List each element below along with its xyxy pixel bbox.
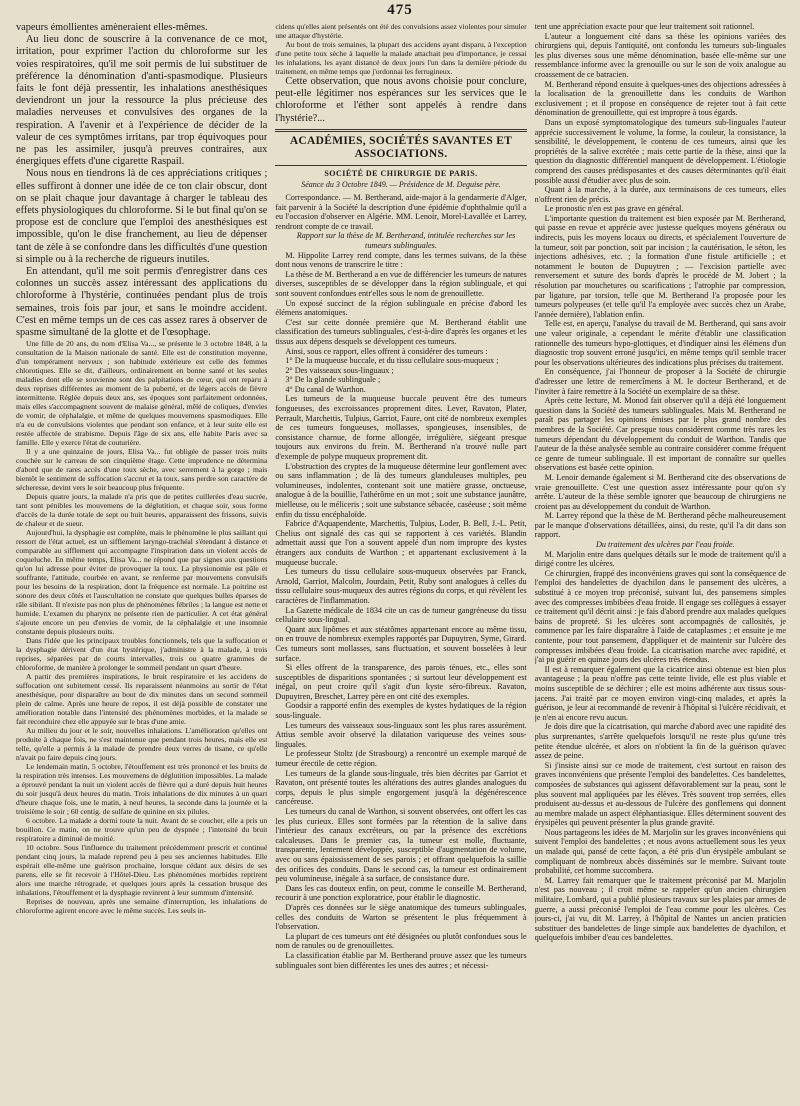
paragraph: Quant aux lipômes et aux stéatômes appartenant encore au même tissu, on en trouve de nombreux exemples rapportés par Dupuytren, Syme, Girard. Ces tumeurs sont mollasses, sans fluctuation, et souvent bosselées à leur surface. (275, 624, 527, 663)
case-paragraph: Depuis quatre jours, la malade n'a pris que de petites cuillerées d'eau sucrée, tant sont pénibles les mouvemens de la déglutition, et chaque soir, sous forme d'accès de la durée totale de sept ou huit heures, apparaissent des frissons, suivis de chaleur et de sueur. (16, 492, 268, 529)
paragraph: La classification établie par M. Bertherand prouve assez que les tumeurs sublinguales sont bien différentes les unes des autres ; et nécessi- (275, 950, 527, 970)
paragraph: La Gazette médicale de 1834 cite un cas de tumeur gangréneuse du tissu cellulaire sous-lingual. (275, 605, 527, 625)
list-item: 1° De la muqueuse buccale, et du tissu cellulaire sous-muqueux ; (285, 356, 499, 366)
section-divider (275, 165, 526, 166)
paragraph: L'obstruction des cryptes de la muqueuse détermine leur gonflement avec ou sans inflammation ; de là des tumeurs glanduleuses multiples, peu volumineuses, indolentes, contenant soit une matière grasse, onctueuse, analogue à de la bouillie, l'athérôme en un mot ; soit une substance jaunâtre, mielleuse, ou le méliceris ; soit une substance sébacée, caséeuse ; soit même enfin du tissu encéphaloïde. (275, 461, 527, 519)
subsection-title: Du traitement des ulcères par l'eau froide. (595, 540, 735, 550)
paragraph: Fabrice d'Aquapendente, Marchettis, Tulpius, Loder, B. Bell, J.-L. Petit, Chelius ont signalé des cas qui se rapportent à ces variétés. Blandin admettait aussi que l'on a souvent appelé d'un nom impropre des kystes étrangers aux conduits de Warthon ; et appartenant exclusivement à la muqueuse buccale. (275, 519, 527, 567)
paragraph: M. Hippolite Larrey rend compte, dans les termes suivans, de la thèse dont nous venons de transcrire le titre : (275, 250, 527, 270)
paragraph: Cette observation, que nous avons choisie pour conclure, peut-elle légitimer nos espérances sur les services que le chloroforme et l'éther sont appelés à rendre dans l'hystérie?... (275, 76, 527, 124)
paragraph: En conséquence, j'ai l'honneur de proposer à la Société de chirurgie d'adresser une lettre de remercîmens à M. le docteur Bertherand, et de l'inviter à faire remettre à la Société un exemplaire de sa thèse. (534, 367, 786, 396)
paragraph: Dans un exposé symptomatologique des tumeurs sub-linguales l'auteur apprécie successivement le volume, la forme, la couleur, la consistance, la sensibilité, le développement, le contenu de ces tumeurs, ainsi que les propriétés de la salive excrétée ; mais cette partie de la thèse, ainsi que la question du diagnostic différentiel manquent de développement. L'étiologie comprend des causes prédisposantes et des causes déterminantes qu'il était possible aussi d'étudier avec plus de soin. (534, 117, 786, 185)
case-paragraph: 6 octobre. La malade a dormi toute la nuit. Avant de se coucher, elle a pris un bouillon. Ce matin, on ne trouve qu'un peu de dyspnée ; l'intensité du bruit respiratoire a diminué de moitié. (16, 816, 268, 844)
paragraph: Si elles offrent de la transparence, des parois ténues, etc., elles sont susceptibles de disparitions spontanées ; si surtout leur développement est inégal, on peut croire qu'il s'agit d'un kyste séro-fibreux. Ravaton, Dupuytren, Breschet, Larrey père en ont cité des exemples. (275, 663, 527, 701)
paragraph: Ainsi, sous ce rapport, elles offrent à considérer des tumeurs : (285, 346, 488, 356)
list-item: 4° Du canal de Warthon. (285, 384, 366, 394)
list-item: 3° De la glande sublinguale ; (285, 375, 381, 385)
report-title: Rapport sur la thèse de M. Bertherand, intitulée recherches sur les tumeurs sublinguales. (296, 231, 516, 250)
paragraph: Correspondance. — M. Bertherand, aide-major à la gendarmerie d'Alger, fait parvenir à la Société la description d'une épidémie d'ophthalmie qu'il a eu l'occasion d'observer en Algérie. MM. Lenoir, Morel-Lavallée et Larrey, rendront compte de ce travail. (275, 193, 527, 231)
section-title: ACADÉMIES, SOCIÉTÉS SAVANTES ET ASSOCIATIONS. (289, 134, 513, 160)
paragraph: Les tumeurs de la glande sous-linguale, très bien décrites par Garriot et Ravaton, ont présenté toutes les altérations des autres glandes analogues du corps, depuis le plus simple engorgement jusqu'à la dégénérescence cancéreuse. (275, 768, 527, 807)
case-paragraph: Le lendemain matin, 5 octobre, l'étouffement est très prononcé et les bruits de la respiration très intenses. Les mouvemens de déglutition impossibles. La malade a éprouvé pendant la nuit un violent accès de fièvre qui a duré depuis huit heures du soir jusqu'à deux heures du matin. Trois inhalations de dix minutes à un quart d'heure chaque fois, une le matin, à neuf heures, la seconde dans la journée et la troisième le soir ; 60 centig. de sulfate de quinine en six pilules. (16, 762, 268, 817)
paragraph: tent une appréciation exacte pour que leur traitement soit rationnel. (534, 22, 755, 31)
paragraph: Le professeur Stoltz (de Strasbourg) a rencontré un exemple marqué de tumeur érectile de cette région. (275, 749, 527, 769)
paragraph: Au lieu donc de souscrire à la convenance de ce mot, irritation, pour exprimer l'action du chloroforme sur les voies respiratoires, qu'il me soit permis de lui substituer de préférence la dénomination d'anti-spasmodique. Plusieurs faits le font déjà pressentir, les inhalations anesthésiques deviendront un jour la ressource la plus précieuse des maladies nerveuses et convulsives des organes de la respiration. A l'avenir et à l'expérience de décider de la valeur de ces symptômes irritans, par trop équivoques pour ne pas les assimiler, jusqu'à preuves contraires, aux énergiques effets d'une cigarette Raspail. (16, 34, 268, 168)
columns (16, 22, 786, 1102)
paragraph: La plupart de ces tumeurs ont été désignées ou plutôt confondues sous le nom de ranules ou de grenouillettes. (275, 931, 527, 951)
paragraph: M. Lenoir demande également si M. Bertherand cite des observations de vraie grenouillette. C'est une question assez intéressante pour qu'on s'y arrête. L'auteur de la thèse semble ignorer que beaucoup de chirurgiens ne croient pas au développement du conduit de Warthon. (534, 472, 786, 511)
paragraph: Si j'insiste ainsi sur ce mode de traitement, c'est surtout en raison des graves inconvéniens que présente l'emploi des bandelettes. Ces bandelettes, composées de substances qui agissent défavorablement sur la peau, sont le plus souvent mal appliquées par les élèves. Très souvent trop serrées, elles produisent au-dessus et au-dessous de l'ulcère des gonflemens qui donnent au membre malade un aspect éléphantiasique. Elles déterminent souvent des érysipèles qui peuvent présenter la plus grande gravité. (534, 760, 786, 828)
paragraph: L'importante question du traitement est bien exposée par M. Bertherand, qui passe en revue et apprécie avec justesse quelques moyens généraux ou indirects, puis les moyens locaux ou directs, et spécialement l'ouverture de la tumeur, soit par ponction, soit par incision ; la cautérisation, le séton, les injections adhésives, etc. ; la formation d'une fistule artificielle ; et notamment le bouton de Dupuytren ; — l'excision partielle avec renversement et suture des bords d'après le procédé de M. Jobert ; la résolution par mouchetures ou scarifications ; l'atrophie par compression, par ligature, par torsion, telle que M. Bertherand l'a proposée pour les tumeurs polypeuses (et telle qu'il l'a employée avec succès chez un Arabe, l'année dernière), l'ablation enfin. (534, 213, 786, 319)
case-paragraph: Au milieu du jour et le soir, nouvelles inhalations. L'amélioration qu'elles ont produite à chaque fois, ne s'est maintenue que pendant trois heures, mais elle est telle, qu'elle a permis à la malade de prendre deux verres de tisane, ce qu'elle n'avait pu faire depuis cinq jours. (16, 726, 268, 763)
paragraph: Je dois dire que la cicatrisation, qui marche d'abord avec une rapidité des plus surprenantes, s'arrête quelquefois lorsqu'il ne reste plus qu'une très petite étendue ulcérée, et alors on n'obtient la fin de la guérison qu'avec assez de peine. (534, 722, 786, 761)
paragraph: En attendant, qu'il me soit permis d'enregistrer dans ces colonnes un succès assez intéressant des applications du chloroforme à l'hystérie, continuées pendant plus de trois semaines, trois fois par jour, et sans le moindre accident. C'est en même temps un de ces cas assez rares à observer de spasme simultané de la glotte et de l'œsophage. (16, 266, 268, 339)
case-paragraph: 10 octobre. Sous l'influence du traitement précédemment prescrit et continué pendant cinq jours, la malade reprend peu à peu ses anciennes habitudes. Elle espérait elle-même une guérison prochaine, lorsque cédant aux désirs de ses parens, elle se fit recevoir à l'Hôtel-Dieu. Les phénomènes morbides reprirent alors une marche rétrograde, et quelques jours après la cessation brusque des inhalations, l'étouffement et la dysphagie revinrent à leur summum d'intensité. (16, 843, 268, 898)
paragraph: D'après ces données sur le siège anatomique des tumeurs sublinguales, celles des conduits de Warton se présentent le plus fréquemment à l'observation. (275, 902, 527, 932)
column-1 (16, 22, 267, 1102)
paragraph: Quant à la marche, à la durée, aux terminaisons de ces tumeurs, elles n'offrent rien de précis. (534, 185, 786, 204)
paragraph: La thèse de M. Bertherand a en vue de différencier les tumeurs de natures diverses, susceptibles de se développer dans la région sublinguale, et qui sont souvent confondues entr'elles sous le nom de grenouillette. (275, 269, 527, 298)
paragraph: C'est sur cette donnée première que M. Bertherand établit une classification des tumeurs sublinguales, c'est-à-dire d'après les organes et les tissus aux dépens desquels se développent ces tumeurs. (275, 317, 527, 346)
paragraph: Au bout de trois semaines, la plupart des accidens ayant disparu, à l'exception d'une petite toux sèche à laquelle la malade attachait peu d'importance, je cessai les inhalations, les ayant distancé de deux jours l'un dans la dernière période du traitement, en même temps que j'ordonnai les ferrugineux. (275, 40, 527, 76)
paragraph: M. Larrey fait remarquer que le traitement préconisé par M. Marjolin n'est pas nouveau ; il croit même se rappeler qu'un ancien chirurgien militaire, Lombard, qui a publié plusieurs travaux sur les plaies par armes de guerre, a aussi préconisé l'emploi de l'eau comme pour les ulcères. Ces jours-ci, j'ai vu, dit M. Larrey, à l'hôpital de Nantes un ancien praticien substituer des bandelettes de linge simple aux bandelettes de dyachilon, et quelquefois imbiber d'eau ces bandelettes. (534, 875, 786, 943)
case-paragraph: Une fille de 20 ans, du nom d'Elisa Va..., se présente le 3 octobre 1848, à la consultation de la Maison nationale de santé. Elle est de constitution moyenne, d'un tempérament nerveux ; son habitude extérieure est celle des femmes chlorotiques. Elle se dit, d'ailleurs, ordinairement en bonne santé et les seules maladies dont elle se souvienne sont des palpitations de cœur, qui ont reparu à deux reprises différentes au moment de la puberté, et de légers accès de fièvre intermittente. Réglée depuis deux ans, ses époques sont parfaitement ordonnées, mais elles s'accompagnent souvent de malaise général, mêlé de coliques, d'envies de vomir, de céphalalgie, et même de quelques mouvemens spasmodiques. Elle n'a eu de convulsions violentes que pendant son enfance, et à leur suite elle est restée affectée de strabisme. Depuis l'âge de six ans, elle habite Paris avec sa famille. Elle y exerce l'état de couturière. (16, 339, 268, 448)
paragraph: Nous partageons les idées de M. Marjolin sur les graves inconvéniens qui suivent l'emploi des bandelettes ; et nous avons actuellement sous les yeux un malade qui, pansé de cette façon, a été pris d'un érysipèle ambulant se compliquant de nombreux abcès disséminés sur le membre. Suivant toute probabilité, cet homme succombera. (534, 827, 786, 876)
paragraph: M. Larrey répond que la thèse de M. Bertherand pêche malheureusement par le manque d'observations détaillées, ainsi, du reste, qu'il l'a dit dans son rapport. (534, 511, 786, 540)
paragraph: Le pronostic n'en est pas grave en général. (544, 204, 684, 214)
paragraph: M. Bertherand répond ensuite à quelques-unes des objections adressées à la localisation de la grenouillette dans les conduits de Warthon exclusivement ; et il propose en conséquence de rejeter tout à fait cette dénomination de grenouillette, qui est impropre à tous égards. (534, 79, 786, 118)
session-line: Séance du 3 Octobre 1849. — Présidence de M. Deguise père. (301, 180, 501, 190)
paragraph: Après cette lecture, M. Monod fait observer qu'il a déjà été longuement question dans la Société des tumeurs sublinguales. Mais M. Bertherand ne paraît pas partager les opinions émises par le plus grand nombre des membres de la Société. Car presque tous considèrent comme très rares les tumeurs dépendant du développement du conduit de Warthon. Tandis que l'auteur de la thèse analysée semble au contraire considérer comme fréquent ce genre de tumeur sublinguale. Il est important de connaître sur quelles observations est basée cette opinion. (534, 396, 786, 473)
case-paragraph: A partir des premières inspirations, le bruit respiratoire et les accidens de suffocation ont subitement cessé. Ils reparaissent néanmoins au sortir de l'état anesthésique, pour disparaître au bout de dix minutes dans un second sommeil plein de calme. Après une heure de repos, il est déjà possible de constater une amélioration notable dans l'intensité des phénomènes morbides, et la malade se fait reconduire chez elle appuyée sur le bras d'une amie. (16, 672, 268, 727)
paragraph: Les tumeurs du tissu cellulaire sous-muqueux observées par Franck, Arnold, Garriot, Malcolm, Jourdain, Petit, Ruby sont analogues à celles du tissu cellulaire sous-muqueux des autres régions du corps, et qui révèlent les caractères de l'inflammation. (275, 567, 527, 605)
page-number: 475 (387, 2, 413, 18)
paragraph: L'auteur a longuement cité dans sa thèse les opinions variées des chirurgiens qui, depuis l'antiquité, ont confondu les tumeurs sub-linguales les plus diverses sous une même dénomination, basée elle-même sur une ressemblance informe avec la grenouille ou sur le son de voix analogue au croassement de ce batracien. (534, 31, 786, 79)
paragraph: Les tumeurs de la muqueuse buccale peuvent être des tumeurs fongueuses, des excroissances proprement dites. Lever, Ravaton, Plater, Perrault, Marchettis, Tulpius, Garriot, Faure, ont cité de nombreux exemples de ces tumeurs fongueuses, mollasses, spongieuses, insensibles, de consistance charnue, de forme allongée, irrégulière, siégeant presque toujours aux environs du frein. M. Bertherand n'a trouvé nulle part d'exemple de polype muqueux proprement dit. (275, 394, 527, 462)
paragraph: Ce chirurgien, frappé des inconvéniens graves qui sont la conséquence de l'emploi des bandelettes de dyachilon dans le pansement des ulcères, a substitué à ce moyen trop préconisé, suivant lui, des pansemens simples avec des compresses imbibées d'eau froide. Il engage ses collègues à essayer ce traitement qu'il décrit ainsi : je fais d'abord prendre aux malades quelques bains de propreté. Si les ulcères sont accompagnés de callosités, je commence par les faire disparaître à l'aide de cataplasmes ; et ensuite je me contente, pour tout pansement, d'appliquer et de maintenir sur l'ulcère des compresses imbibées d'eau froide. La cicatrisation marche avec rapidité, et j'ai pu guérir en quinze jours des ulcères très étendus. (534, 568, 786, 665)
column-2 (275, 22, 526, 1102)
list-item: 2° Des vaisseaux sous-linguaux ; (285, 365, 394, 375)
society-name: SOCIÉTÉ DE CHIRURGIE DE PARIS. (324, 168, 478, 178)
paragraph: Les tumeurs du canal de Warthon, si souvent observées, ont offert les cas les plus curieux. Elles sont formées par la rétention de la salive dans l'intérieur des canaux excréteurs, ou par la présence des excrétions calcaleuses. Dans le premier cas, la tumeur est molle, fluctuante, transparente, lentement développée, susceptible d'augmentation de volume, avec ou sans épaississement de ses parois ; et offrant quelquefois la saillie des orifices des conduits. Dans le second cas, la tumeur est ordinairement peu volumineuse, inégale à sa surface, de consistance dure. (275, 807, 527, 884)
paragraph: Goodsir a rapporté enfin des exemples de kystes hydatiques de la région sous-linguale. (275, 701, 527, 721)
case-paragraph: Reprises de nouveau, après une semaine d'interruption, les inhalations de chloroforme agirent encore avec le même succès. Les seuls in- (16, 897, 268, 916)
paragraph: Telle est, en aperçu, l'analyse du travail de M. Bertherand, qui sans avoir une valeur originale, a cependant le mérite d'établir une classification rationnelle des tumeurs hypo-glottiques, et d'indiquer ainsi les élémens d'un diagnostic trop souvent erroné jusqu'ici, en même temps qu'il semble tracer pour les observations ultérieures des indications plus précises du traitement. (534, 319, 786, 367)
paragraph: cidens qu'elles aient présentés ont été des convulsions assez violentes pour simuler une attaque d'hystérie. (275, 22, 527, 40)
section-divider (275, 129, 526, 132)
paragraph: Dans les cas douteux enfin, on peut, comme le conseille M. Bertherand, recourir à une ponction exploratrice, pour établir le diagnostic. (275, 883, 527, 903)
paragraph: Il est à remarquer également que la cicatrice ainsi obtenue est bien plus avantageuse ; la peau n'offre pas cette teinte livide, elle est plus viable et moins susceptible de se déchirer ; elle est moins adhérente aux tissus sous-jacens. J'ai traité par ce moyen environ vingt-cinq malades, et après la guérison, je leur ai recommandé de revenir à l'hôpital si l'ulcère récidivait, et je n'en ai encore revu aucun. (534, 664, 786, 722)
paragraph: Nous nous en tiendrons là de ces appréciations critiques ; elles suffiront à donner une idée de ce ton clair obscur, dont on se plait chaque jour davantage à charger le tableau des effets physiologiques du chloroforme. Si le but final qu'on se propose est de conclure que l'emploi des anesthésiques est impossible, qu'on le dise franchement, au lieu de dépenser tant de zèle à se confondre dans les difficultés d'une question si simple ou à la recherche de rigueurs inutiles. (16, 168, 268, 265)
paragraph: Un exposé succinct de la région sublinguale en précise d'abord les élémens anatomiques. (275, 298, 527, 318)
column-3 (535, 22, 786, 1102)
paragraph: Les tumeurs des vaisseaux sous-linguaux sont les plus rares assurément. Attius semble avoir observé la dilatation variqueuse des veines sous-linguales. (275, 720, 527, 749)
paragraph: M. Marjolin entre dans quelques détails sur le mode de traitement qu'il a dirigé contre les ulcères. (534, 549, 786, 569)
paragraph: vapeurs émollientes amèneraient elles-mêmes. (16, 22, 208, 33)
case-paragraph: Aujourd'hui, la dysphagie est complète, mais le phénomène le plus saillant qui ressort de l'état actuel, est un sifflement laryngo-trachéal s'étendant à distance et comparable au sifflement qui accompagne l'inspiration dans un violent accès de coqueluche. En même temps, Elisa Va... ne répond que par signes aux questions qu'on lui adresse pour éviter de provoquer la toux. La physionomie est pâle et souffrante, l'attitude, courbée en avant, se renferme par mouvemens convulsifs pour les besoins de la respiration, dont la fréquence est normale. La poitrine est sonore des deux côtés et l'auscultation ne constate que quelques bulles éparses de râle sibilant. Il n'existe pas non plus de phénomènes fébriles ; la langue est nette et humide. L'examen du pharynx ne présente rien de particulier. A cet état général s'ajoute encore un peu d'envies de vomir, de la céphalalgie et une insomnie constante depuis plusieurs nuits. (16, 528, 268, 637)
case-paragraph: Dans l'idée que les principaux troubles fonctionnels, tels que la suffocation et la dysphagie dérivent d'un état hystérique, j'administre à la malade, à trois reprises, séparées par de courts intervalles, trois ou quatre grammes de chloroforme, de manière à prolonger le sommeil pendant un quart d'heure. (16, 636, 268, 673)
case-paragraph: Il y a une quinzaine de jours, Elisa Va... fut obligée de passer trois nuits couchée sur le carreau de son cinquième étage. Cette imprudence ne détermina d'abord que de rares accès d'une toux sèche, avec serrement à la gorge ; mais bientôt le sentiment de suffocation s'accrut et la toux, sans perdre son caractère de sécheresse, devint vers le soir beaucoup plus fréquente. (16, 447, 268, 493)
